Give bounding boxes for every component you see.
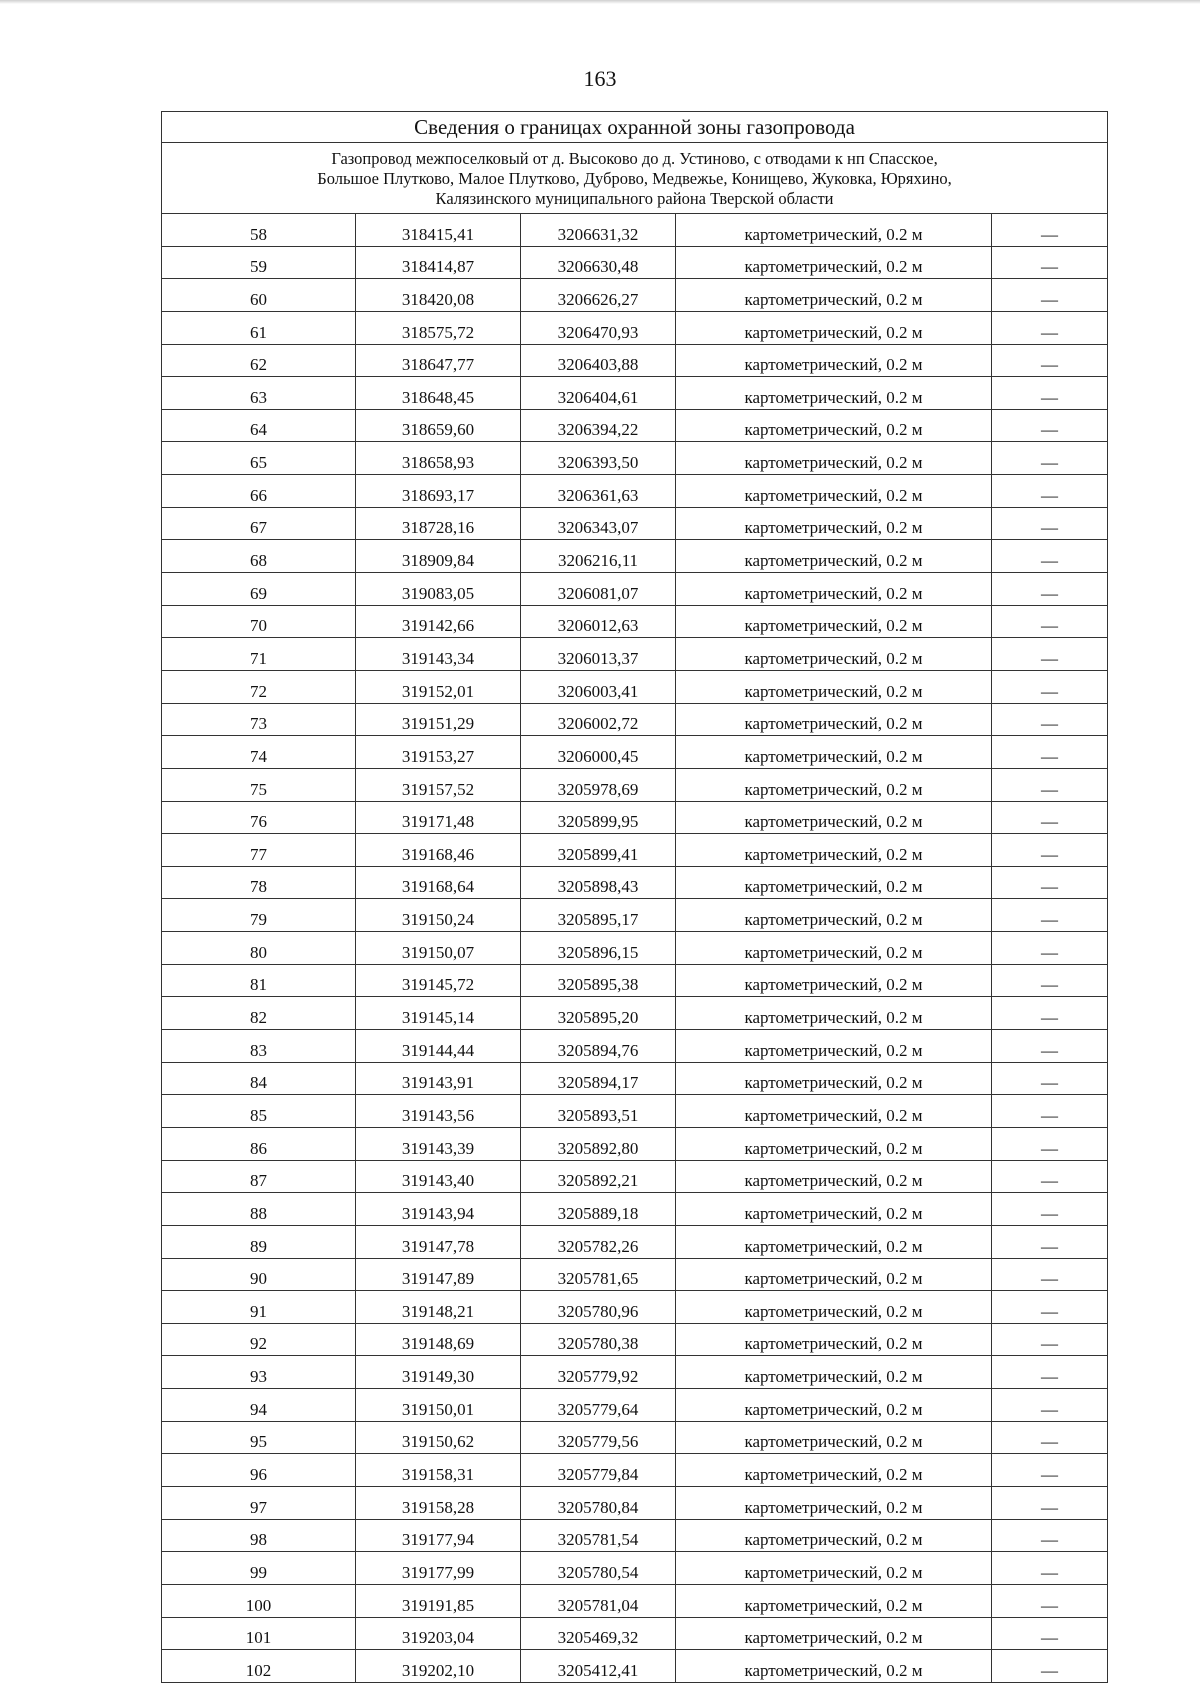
point-number-cell: 81 xyxy=(162,964,356,997)
point-number-cell: 60 xyxy=(162,279,356,312)
y-coordinate-cell: 3205896,15 xyxy=(521,932,676,965)
table-subtitle-row xyxy=(162,143,1108,214)
method-cell: картометрический, 0.2 м xyxy=(676,1486,992,1519)
y-coordinate-cell: 3206002,72 xyxy=(521,703,676,736)
description-cell: — xyxy=(992,409,1108,442)
point-number-cell: 73 xyxy=(162,703,356,736)
y-coordinate-cell: 3206470,93 xyxy=(521,311,676,344)
table-row xyxy=(162,1030,1108,1063)
table-row xyxy=(162,279,1108,312)
point-number-cell: 95 xyxy=(162,1421,356,1454)
table-row xyxy=(162,1291,1108,1324)
x-coordinate-cell: 319150,07 xyxy=(356,932,521,965)
table-row xyxy=(162,932,1108,965)
point-number-cell: 67 xyxy=(162,507,356,540)
table-row xyxy=(162,1095,1108,1128)
method-cell: картометрический, 0.2 м xyxy=(676,1389,992,1422)
point-number-cell: 102 xyxy=(162,1650,356,1683)
description-cell: — xyxy=(992,1062,1108,1095)
table-row xyxy=(162,1650,1108,1683)
x-coordinate-cell: 319145,72 xyxy=(356,964,521,997)
x-coordinate-cell: 319145,14 xyxy=(356,997,521,1030)
description-cell: — xyxy=(992,1617,1108,1650)
point-number-cell: 98 xyxy=(162,1519,356,1552)
x-coordinate-cell: 319143,40 xyxy=(356,1160,521,1193)
y-coordinate-cell: 3205781,04 xyxy=(521,1584,676,1617)
description-cell: — xyxy=(992,670,1108,703)
x-coordinate-cell: 319153,27 xyxy=(356,736,521,769)
table-row xyxy=(162,1160,1108,1193)
method-cell: картометрический, 0.2 м xyxy=(676,899,992,932)
point-number-cell: 85 xyxy=(162,1095,356,1128)
description-cell: — xyxy=(992,1486,1108,1519)
method-cell: картометрический, 0.2 м xyxy=(676,1095,992,1128)
table-row xyxy=(162,246,1108,279)
table-row xyxy=(162,997,1108,1030)
method-cell: картометрический, 0.2 м xyxy=(676,1062,992,1095)
y-coordinate-cell: 3205781,65 xyxy=(521,1258,676,1291)
description-cell: — xyxy=(992,1389,1108,1422)
description-cell: — xyxy=(992,1095,1108,1128)
method-cell: картометрический, 0.2 м xyxy=(676,377,992,410)
point-number-cell: 72 xyxy=(162,670,356,703)
method-cell: картометрический, 0.2 м xyxy=(676,834,992,867)
x-coordinate-cell: 319144,44 xyxy=(356,1030,521,1063)
x-coordinate-cell: 319177,94 xyxy=(356,1519,521,1552)
point-number-cell: 65 xyxy=(162,442,356,475)
table-row xyxy=(162,377,1108,410)
method-cell: картометрический, 0.2 м xyxy=(676,1160,992,1193)
description-cell: — xyxy=(992,1421,1108,1454)
method-cell: картометрический, 0.2 м xyxy=(676,1519,992,1552)
y-coordinate-cell: 3205895,17 xyxy=(521,899,676,932)
method-cell: картометрический, 0.2 м xyxy=(676,801,992,834)
table-row xyxy=(162,1062,1108,1095)
point-number-cell: 82 xyxy=(162,997,356,1030)
y-coordinate-cell: 3205895,38 xyxy=(521,964,676,997)
table-row xyxy=(162,214,1108,247)
x-coordinate-cell: 319083,05 xyxy=(356,573,521,606)
method-cell: картометрический, 0.2 м xyxy=(676,311,992,344)
description-cell: — xyxy=(992,1356,1108,1389)
description-cell: — xyxy=(992,1323,1108,1356)
point-number-cell: 86 xyxy=(162,1127,356,1160)
x-coordinate-cell: 318658,93 xyxy=(356,442,521,475)
y-coordinate-cell: 3205779,84 xyxy=(521,1454,676,1487)
point-number-cell: 78 xyxy=(162,866,356,899)
point-number-cell: 94 xyxy=(162,1389,356,1422)
method-cell: картометрический, 0.2 м xyxy=(676,1323,992,1356)
method-cell: картометрический, 0.2 м xyxy=(676,768,992,801)
method-cell: картометрический, 0.2 м xyxy=(676,964,992,997)
method-cell: картометрический, 0.2 м xyxy=(676,997,992,1030)
y-coordinate-cell: 3205780,38 xyxy=(521,1323,676,1356)
method-cell: картометрический, 0.2 м xyxy=(676,703,992,736)
method-cell: картометрический, 0.2 м xyxy=(676,475,992,508)
method-cell: картометрический, 0.2 м xyxy=(676,1258,992,1291)
description-cell: — xyxy=(992,377,1108,410)
point-number-cell: 64 xyxy=(162,409,356,442)
x-coordinate-cell: 319168,64 xyxy=(356,866,521,899)
description-cell: — xyxy=(992,932,1108,965)
y-coordinate-cell: 3205899,95 xyxy=(521,801,676,834)
table-row xyxy=(162,1356,1108,1389)
x-coordinate-cell: 319148,69 xyxy=(356,1323,521,1356)
y-coordinate-cell: 3206394,22 xyxy=(521,409,676,442)
point-number-cell: 75 xyxy=(162,768,356,801)
table-row xyxy=(162,736,1108,769)
description-cell: — xyxy=(992,801,1108,834)
point-number-cell: 92 xyxy=(162,1323,356,1356)
y-coordinate-cell: 3205779,92 xyxy=(521,1356,676,1389)
method-cell: картометрический, 0.2 м xyxy=(676,1584,992,1617)
table-row xyxy=(162,1225,1108,1258)
table-row xyxy=(162,1454,1108,1487)
table-row xyxy=(162,801,1108,834)
table-row xyxy=(162,1584,1108,1617)
table-row xyxy=(162,1389,1108,1422)
method-cell: картометрический, 0.2 м xyxy=(676,246,992,279)
x-coordinate-cell: 319171,48 xyxy=(356,801,521,834)
method-cell: картометрический, 0.2 м xyxy=(676,1454,992,1487)
description-cell: — xyxy=(992,246,1108,279)
method-cell: картометрический, 0.2 м xyxy=(676,670,992,703)
x-coordinate-cell: 319191,85 xyxy=(356,1584,521,1617)
point-number-cell: 88 xyxy=(162,1193,356,1226)
point-number-cell: 97 xyxy=(162,1486,356,1519)
y-coordinate-cell: 3205412,41 xyxy=(521,1650,676,1683)
point-number-cell: 61 xyxy=(162,311,356,344)
y-coordinate-cell: 3206013,37 xyxy=(521,638,676,671)
table-row xyxy=(162,1258,1108,1291)
description-cell: — xyxy=(992,768,1108,801)
point-number-cell: 100 xyxy=(162,1584,356,1617)
table-row xyxy=(162,507,1108,540)
table-row xyxy=(162,1193,1108,1226)
method-cell: картометрический, 0.2 м xyxy=(676,344,992,377)
y-coordinate-cell: 3206403,88 xyxy=(521,344,676,377)
y-coordinate-cell: 3206012,63 xyxy=(521,605,676,638)
x-coordinate-cell: 319151,29 xyxy=(356,703,521,736)
subtitle-line: Большое Плутково, Малое Плутково, Дуброво, Медвежье, Конищево, Жуковка, Юряхино, xyxy=(317,169,952,188)
table-row xyxy=(162,670,1108,703)
method-cell: картометрический, 0.2 м xyxy=(676,1421,992,1454)
x-coordinate-cell: 319168,46 xyxy=(356,834,521,867)
x-coordinate-cell: 319177,99 xyxy=(356,1552,521,1585)
description-cell: — xyxy=(992,344,1108,377)
method-cell: картометрический, 0.2 м xyxy=(676,573,992,606)
description-cell: — xyxy=(992,834,1108,867)
x-coordinate-cell: 319147,78 xyxy=(356,1225,521,1258)
table-row xyxy=(162,475,1108,508)
point-number-cell: 83 xyxy=(162,1030,356,1063)
table-row xyxy=(162,703,1108,736)
table-row xyxy=(162,540,1108,573)
point-number-cell: 91 xyxy=(162,1291,356,1324)
y-coordinate-cell: 3205978,69 xyxy=(521,768,676,801)
x-coordinate-cell: 318728,16 xyxy=(356,507,521,540)
table-row xyxy=(162,442,1108,475)
table-row xyxy=(162,1617,1108,1650)
x-coordinate-cell: 319203,04 xyxy=(356,1617,521,1650)
y-coordinate-cell: 3206003,41 xyxy=(521,670,676,703)
x-coordinate-cell: 319150,62 xyxy=(356,1421,521,1454)
x-coordinate-cell: 319143,39 xyxy=(356,1127,521,1160)
point-number-cell: 89 xyxy=(162,1225,356,1258)
point-number-cell: 68 xyxy=(162,540,356,573)
y-coordinate-cell: 3205899,41 xyxy=(521,834,676,867)
x-coordinate-cell: 318909,84 xyxy=(356,540,521,573)
y-coordinate-cell: 3205898,43 xyxy=(521,866,676,899)
table-row xyxy=(162,311,1108,344)
description-cell: — xyxy=(992,1193,1108,1226)
point-number-cell: 66 xyxy=(162,475,356,508)
table-row xyxy=(162,1127,1108,1160)
point-number-cell: 90 xyxy=(162,1258,356,1291)
x-coordinate-cell: 318575,72 xyxy=(356,311,521,344)
table-row xyxy=(162,573,1108,606)
method-cell: картометрический, 0.2 м xyxy=(676,638,992,671)
x-coordinate-cell: 319152,01 xyxy=(356,670,521,703)
point-number-cell: 87 xyxy=(162,1160,356,1193)
y-coordinate-cell: 3206630,48 xyxy=(521,246,676,279)
method-cell: картометрический, 0.2 м xyxy=(676,279,992,312)
y-coordinate-cell: 3206081,07 xyxy=(521,573,676,606)
point-number-cell: 71 xyxy=(162,638,356,671)
point-number-cell: 96 xyxy=(162,1454,356,1487)
x-coordinate-cell: 319147,89 xyxy=(356,1258,521,1291)
point-number-cell: 77 xyxy=(162,834,356,867)
point-number-cell: 80 xyxy=(162,932,356,965)
table-row xyxy=(162,834,1108,867)
x-coordinate-cell: 319158,28 xyxy=(356,1486,521,1519)
description-cell: — xyxy=(992,1160,1108,1193)
description-cell: — xyxy=(992,997,1108,1030)
method-cell: картометрический, 0.2 м xyxy=(676,214,992,247)
method-cell: картометрический, 0.2 м xyxy=(676,1356,992,1389)
method-cell: картометрический, 0.2 м xyxy=(676,1650,992,1683)
x-coordinate-cell: 319150,01 xyxy=(356,1389,521,1422)
y-coordinate-cell: 3205894,17 xyxy=(521,1062,676,1095)
y-coordinate-cell: 3205469,32 xyxy=(521,1617,676,1650)
x-coordinate-cell: 319142,66 xyxy=(356,605,521,638)
y-coordinate-cell: 3205894,76 xyxy=(521,1030,676,1063)
y-coordinate-cell: 3206631,32 xyxy=(521,214,676,247)
page-number: 163 xyxy=(583,66,617,91)
description-cell: — xyxy=(992,736,1108,769)
y-coordinate-cell: 3205893,51 xyxy=(521,1095,676,1128)
x-coordinate-cell: 319157,52 xyxy=(356,768,521,801)
y-coordinate-cell: 3205895,20 xyxy=(521,997,676,1030)
method-cell: картометрический, 0.2 м xyxy=(676,540,992,573)
y-coordinate-cell: 3205892,21 xyxy=(521,1160,676,1193)
method-cell: картометрический, 0.2 м xyxy=(676,1617,992,1650)
x-coordinate-cell: 319143,91 xyxy=(356,1062,521,1095)
y-coordinate-cell: 3206404,61 xyxy=(521,377,676,410)
table-row xyxy=(162,866,1108,899)
description-cell: — xyxy=(992,311,1108,344)
subtitle-line: Газопровод межпоселковый от д. Высоково до д. Устиново, с отводами к нп Спасское, xyxy=(331,149,938,168)
table-row xyxy=(162,1323,1108,1356)
y-coordinate-cell: 3205889,18 xyxy=(521,1193,676,1226)
table-subtitle xyxy=(162,143,1108,214)
method-cell: картометрический, 0.2 м xyxy=(676,409,992,442)
x-coordinate-cell: 318659,60 xyxy=(356,409,521,442)
description-cell: — xyxy=(992,1291,1108,1324)
method-cell: картометрический, 0.2 м xyxy=(676,1030,992,1063)
description-cell: — xyxy=(992,964,1108,997)
description-cell: — xyxy=(992,1225,1108,1258)
method-cell: картометрический, 0.2 м xyxy=(676,736,992,769)
table-row xyxy=(162,344,1108,377)
method-cell: картометрический, 0.2 м xyxy=(676,1193,992,1226)
x-coordinate-cell: 319143,94 xyxy=(356,1193,521,1226)
y-coordinate-cell: 3205892,80 xyxy=(521,1127,676,1160)
x-coordinate-cell: 319202,10 xyxy=(356,1650,521,1683)
x-coordinate-cell: 318693,17 xyxy=(356,475,521,508)
y-coordinate-cell: 3205780,54 xyxy=(521,1552,676,1585)
method-cell: картометрический, 0.2 м xyxy=(676,507,992,540)
y-coordinate-cell: 3205781,54 xyxy=(521,1519,676,1552)
table-row xyxy=(162,409,1108,442)
y-coordinate-cell: 3206626,27 xyxy=(521,279,676,312)
y-coordinate-cell: 3206361,63 xyxy=(521,475,676,508)
point-number-cell: 101 xyxy=(162,1617,356,1650)
description-cell: — xyxy=(992,442,1108,475)
description-cell: — xyxy=(992,703,1108,736)
point-number-cell: 84 xyxy=(162,1062,356,1095)
y-coordinate-cell: 3206216,11 xyxy=(521,540,676,573)
table-row xyxy=(162,1552,1108,1585)
description-cell: — xyxy=(992,899,1108,932)
description-cell: — xyxy=(992,1258,1108,1291)
description-cell: — xyxy=(992,1584,1108,1617)
description-cell: — xyxy=(992,1552,1108,1585)
table-row xyxy=(162,768,1108,801)
method-cell: картометрический, 0.2 м xyxy=(676,932,992,965)
x-coordinate-cell: 319143,56 xyxy=(356,1095,521,1128)
description-cell: — xyxy=(992,638,1108,671)
point-number-cell: 59 xyxy=(162,246,356,279)
x-coordinate-cell: 319149,30 xyxy=(356,1356,521,1389)
description-cell: — xyxy=(992,1127,1108,1160)
method-cell: картометрический, 0.2 м xyxy=(676,1552,992,1585)
scan-edge xyxy=(0,0,1200,4)
x-coordinate-cell: 318415,41 xyxy=(356,214,521,247)
y-coordinate-cell: 3205779,64 xyxy=(521,1389,676,1422)
description-cell: — xyxy=(992,1454,1108,1487)
table-title-row xyxy=(162,112,1108,143)
point-number-cell: 93 xyxy=(162,1356,356,1389)
description-cell: — xyxy=(992,1650,1108,1683)
description-cell: — xyxy=(992,475,1108,508)
table-row xyxy=(162,638,1108,671)
x-coordinate-cell: 319158,31 xyxy=(356,1454,521,1487)
x-coordinate-cell: 319150,24 xyxy=(356,899,521,932)
method-cell: картометрический, 0.2 м xyxy=(676,1225,992,1258)
y-coordinate-cell: 3205780,96 xyxy=(521,1291,676,1324)
description-cell: — xyxy=(992,866,1108,899)
point-number-cell: 58 xyxy=(162,214,356,247)
description-cell: — xyxy=(992,214,1108,247)
point-number-cell: 79 xyxy=(162,899,356,932)
description-cell: — xyxy=(992,1519,1108,1552)
point-number-cell: 70 xyxy=(162,605,356,638)
table-row xyxy=(162,1421,1108,1454)
point-number-cell: 62 xyxy=(162,344,356,377)
x-coordinate-cell: 318647,77 xyxy=(356,344,521,377)
y-coordinate-cell: 3206393,50 xyxy=(521,442,676,475)
table-title: Сведения о границах охранной зоны газопровода xyxy=(162,112,1108,143)
table-row xyxy=(162,1486,1108,1519)
table-row xyxy=(162,605,1108,638)
y-coordinate-cell: 3206000,45 xyxy=(521,736,676,769)
table-row xyxy=(162,964,1108,997)
y-coordinate-cell: 3206343,07 xyxy=(521,507,676,540)
y-coordinate-cell: 3205782,26 xyxy=(521,1225,676,1258)
point-number-cell: 74 xyxy=(162,736,356,769)
x-coordinate-cell: 318414,87 xyxy=(356,246,521,279)
description-cell: — xyxy=(992,507,1108,540)
method-cell: картометрический, 0.2 м xyxy=(676,1127,992,1160)
x-coordinate-cell: 318648,45 xyxy=(356,377,521,410)
description-cell: — xyxy=(992,573,1108,606)
boundary-coordinates-table xyxy=(161,111,1108,1683)
method-cell: картометрический, 0.2 м xyxy=(676,442,992,475)
method-cell: картометрический, 0.2 м xyxy=(676,605,992,638)
x-coordinate-cell: 319148,21 xyxy=(356,1291,521,1324)
description-cell: — xyxy=(992,540,1108,573)
description-cell: — xyxy=(992,1030,1108,1063)
point-number-cell: 69 xyxy=(162,573,356,606)
table-row xyxy=(162,899,1108,932)
y-coordinate-cell: 3205780,84 xyxy=(521,1486,676,1519)
description-cell: — xyxy=(992,279,1108,312)
point-number-cell: 99 xyxy=(162,1552,356,1585)
x-coordinate-cell: 318420,08 xyxy=(356,279,521,312)
description-cell: — xyxy=(992,605,1108,638)
y-coordinate-cell: 3205779,56 xyxy=(521,1421,676,1454)
method-cell: картометрический, 0.2 м xyxy=(676,1291,992,1324)
point-number-cell: 63 xyxy=(162,377,356,410)
table-row xyxy=(162,1519,1108,1552)
table-body xyxy=(162,214,1108,1683)
subtitle-line: Калязинского муниципального района Тверской области xyxy=(435,189,834,208)
method-cell: картометрический, 0.2 м xyxy=(676,866,992,899)
x-coordinate-cell: 319143,34 xyxy=(356,638,521,671)
point-number-cell: 76 xyxy=(162,801,356,834)
